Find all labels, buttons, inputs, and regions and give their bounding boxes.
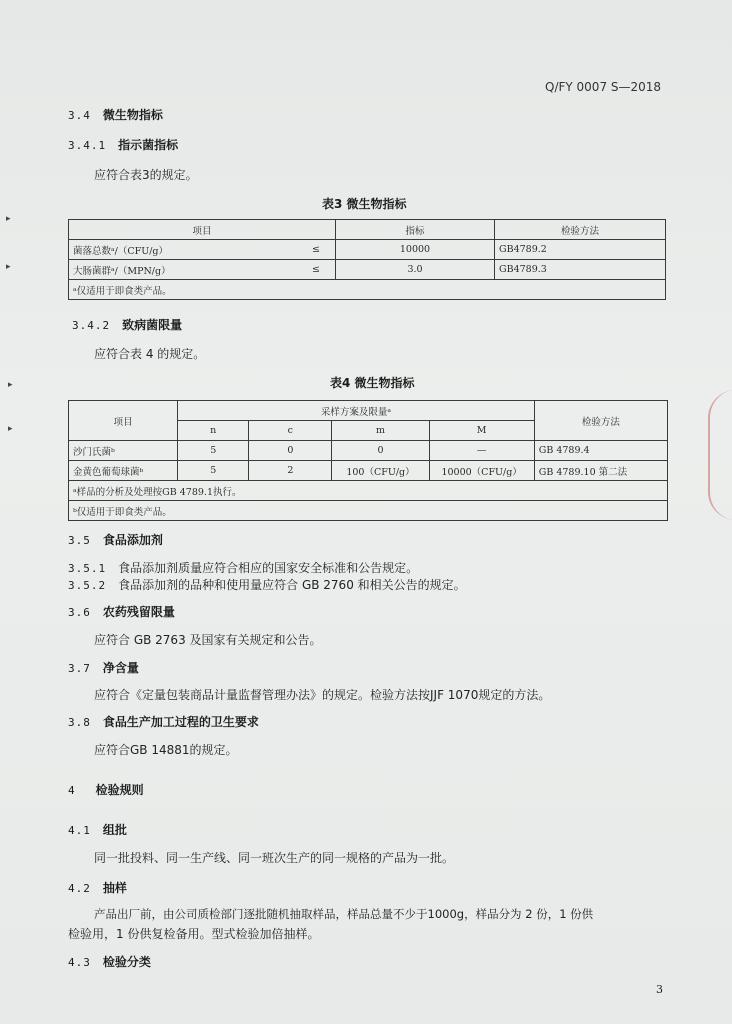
paragraph: 应符合表3的规定。 <box>94 168 198 182</box>
section-number: 3.8 <box>68 716 91 729</box>
seal-stamp-fragment <box>708 390 732 520</box>
section-number: 3.5 <box>68 534 91 547</box>
paragraph-line: 产品出厂前，由公司质检部门逐批随机抽取样品，样品总量不少于1000g，样品分为 2 份，1 份供 <box>94 907 594 921</box>
subheader-cell: M <box>429 421 534 441</box>
section-title: 微生物指标 <box>102 108 163 122</box>
section-title: 指示菌指标 <box>118 138 179 152</box>
method-cell: GB4789.3 <box>495 260 666 280</box>
value-cell: 3.0 <box>336 260 495 280</box>
binding-mark: ▸ <box>6 262 11 272</box>
c-cell: 2 <box>249 461 332 481</box>
section-heading-3-8 <box>68 713 259 730</box>
header-cell: 采样方案及限量ᵃ <box>178 401 535 421</box>
table-row <box>69 240 666 260</box>
binding-mark: ▸ <box>8 424 13 434</box>
section-title: 组批 <box>102 823 127 837</box>
n-cell: 5 <box>178 441 249 461</box>
table-note-row <box>69 501 668 521</box>
M-cell: — <box>429 441 534 461</box>
clause-number: 3.5.1 <box>68 562 107 575</box>
section-heading-3-6 <box>68 603 175 620</box>
table-header-row <box>69 401 668 421</box>
subheader-cell: m <box>332 421 429 441</box>
header-cell: 检验方法 <box>534 401 667 441</box>
page-number: 3 <box>656 983 663 996</box>
header-cell: 项目 <box>69 401 178 441</box>
table-row <box>69 260 666 280</box>
paragraph: 应符合GB 14881的规定。 <box>94 743 238 757</box>
subheader-cell: n <box>178 421 249 441</box>
c-cell: 0 <box>249 441 332 461</box>
item-cell: 菌落总数ᵃ/（CFU/g） <box>69 240 298 260</box>
microbial-table-3 <box>68 219 666 300</box>
value-cell: 10000 <box>336 240 495 260</box>
section-number: 4.3 <box>68 956 91 969</box>
section-heading-3-5 <box>68 531 163 548</box>
section-title: 检验分类 <box>102 955 151 969</box>
clause-number: 3.5.2 <box>68 579 107 592</box>
table-header-row <box>69 220 666 240</box>
section-number: 3.6 <box>68 606 91 619</box>
section-number: 3.4.2 <box>72 319 111 332</box>
section-heading-3-7 <box>68 659 139 676</box>
paragraph: 应符合表 4 的规定。 <box>94 347 206 361</box>
paragraph: 同一批投料、同一生产线、同一班次生产的同一规格的产品为一批。 <box>94 851 455 865</box>
header-cell: 检验方法 <box>495 220 666 240</box>
microbial-table-4 <box>68 400 668 521</box>
paragraph-line: 检验用，1 份供复检备用。型式检验加倍抽样。 <box>68 927 320 941</box>
table-note: ᵃ样品的分析及处理按GB 4789.1执行。 <box>69 481 668 501</box>
operator-cell: ≤ <box>297 260 336 280</box>
m-cell: 0 <box>332 441 429 461</box>
section-title: 检验规则 <box>95 783 144 797</box>
operator-cell: ≤ <box>297 240 336 260</box>
m-cell: 100（CFU/g） <box>332 461 429 481</box>
table-note-row <box>69 280 666 300</box>
table-note: ᵃ仅适用于即食类产品。 <box>69 280 666 300</box>
section-title: 致病菌限量 <box>122 318 183 332</box>
section-title: 食品添加剂 <box>102 533 163 547</box>
section-number: 3.4.1 <box>68 139 107 152</box>
table-caption: 表4 微生物指标 <box>330 376 415 390</box>
section-heading-4 <box>68 781 144 798</box>
section-title: 农药残留限量 <box>102 605 175 619</box>
paragraph: 应符合《定量包装商品计量监督管理办法》的规定。检验方法按JJF 1070规定的方法。 <box>94 688 551 702</box>
clause-3-5-1 <box>68 559 418 576</box>
section-heading-4-2 <box>68 879 127 896</box>
subheader-cell: c <box>249 421 332 441</box>
section-number: 4 <box>68 784 76 797</box>
header-cell: 项目 <box>69 220 336 240</box>
section-number: 4.2 <box>68 882 91 895</box>
section-number: 3.7 <box>68 662 91 675</box>
method-cell: GB 4789.4 <box>534 441 667 461</box>
section-heading-3-4-1 <box>68 136 178 153</box>
table-row <box>69 461 668 481</box>
section-heading-4-3 <box>68 953 151 970</box>
section-title: 净含量 <box>102 661 139 675</box>
paragraph: 应符合 GB 2763 及国家有关规定和公告。 <box>94 633 322 647</box>
table-caption: 表3 微生物指标 <box>322 197 407 211</box>
clause-text: 食品添加剂质量应符合相应的国家安全标准和公告规定。 <box>118 561 419 575</box>
item-cell: 沙门氏菌ᵇ <box>69 441 178 461</box>
item-cell: 大肠菌群ᵃ/（MPN/g） <box>69 260 298 280</box>
table-note: ᵇ仅适用于即食类产品。 <box>69 501 668 521</box>
clause-3-5-2 <box>68 576 466 593</box>
standard-number: Q/FY 0007 S—2018 <box>545 80 662 94</box>
method-cell: GB 4789.10 第二法 <box>534 461 667 481</box>
method-cell: GB4789.2 <box>495 240 666 260</box>
table-row <box>69 441 668 461</box>
n-cell: 5 <box>178 461 249 481</box>
section-title: 食品生产加工过程的卫生要求 <box>102 715 259 729</box>
section-heading-3-4 <box>68 106 163 123</box>
item-cell: 金黄色葡萄球菌ᵇ <box>69 461 178 481</box>
section-heading-3-4-2 <box>72 316 182 333</box>
section-number: 3.4 <box>68 109 91 122</box>
header-cell: 指标 <box>336 220 495 240</box>
binding-mark: ▸ <box>6 214 11 224</box>
section-heading-4-1 <box>68 821 127 838</box>
binding-mark: ▸ <box>8 380 13 390</box>
M-cell: 10000（CFU/g） <box>429 461 534 481</box>
section-title: 抽样 <box>102 881 127 895</box>
section-number: 4.1 <box>68 824 91 837</box>
clause-text: 食品添加剂的品种和使用量应符合 GB 2760 和相关公告的规定。 <box>118 578 466 592</box>
table-note-row <box>69 481 668 501</box>
